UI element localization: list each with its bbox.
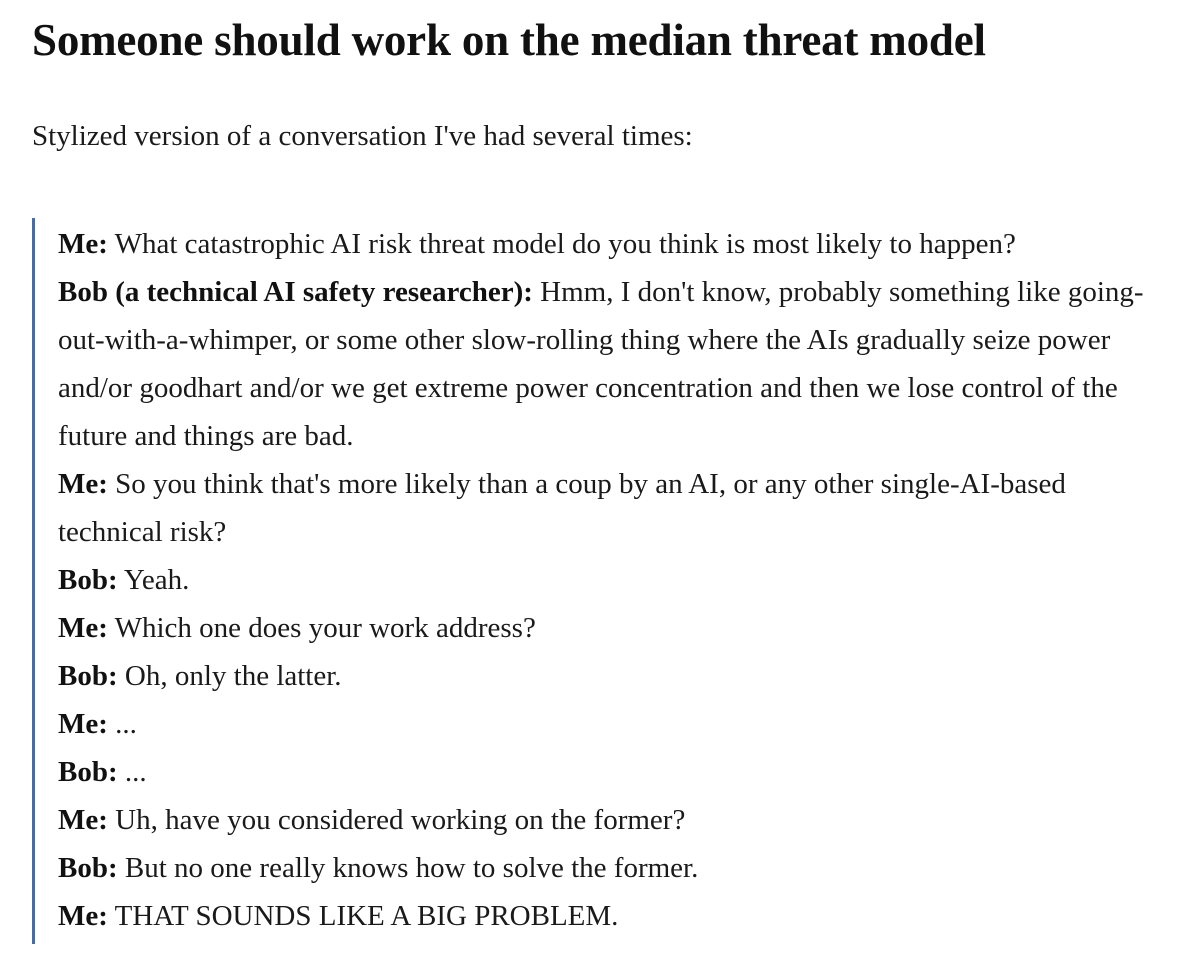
- dialogue-line: [58, 268, 1152, 460]
- speaker-label: Me:: [58, 804, 108, 836]
- speaker-label: Me:: [58, 468, 108, 500]
- dialogue-body: [58, 218, 1152, 944]
- speaker-label: Me:: [58, 612, 108, 644]
- dialogue-blockquote: [32, 218, 1152, 944]
- dialogue-line: [58, 892, 1152, 940]
- dialogue-line: [58, 748, 1152, 796]
- dialogue-text: ...: [117, 756, 147, 788]
- dialogue-text: Oh, only the latter.: [117, 660, 342, 692]
- speaker-label: Bob:: [58, 852, 118, 884]
- dialogue-line: [58, 556, 1152, 604]
- dialogue-line: [58, 604, 1152, 652]
- post-title: Someone should work on the median threat model: [32, 15, 986, 65]
- post-content: [32, 0, 1172, 932]
- dialogue-text: But no one really knows how to solve the former.: [117, 852, 699, 884]
- speaker-label: Bob:: [58, 756, 118, 788]
- dialogue-line: [58, 220, 1152, 268]
- speaker-label: Bob:: [58, 660, 118, 692]
- speaker-label: Bob:: [58, 564, 118, 596]
- speaker-label: Me:: [58, 708, 108, 740]
- dialogue-text: Uh, have you considered working on the former?: [107, 804, 686, 836]
- dialogue-text: Which one does your work address?: [107, 612, 536, 644]
- dialogue-text: Hmm, I don't know, probably something like going-out-with-a-whimper, or some other slow-rolling thing where the AIs gradually seize power and/or goodhart and/or we get extreme power concentration and then we lose control of the future and things are bad.: [58, 276, 1144, 452]
- dialogue-text: So you think that's more likely than a coup by an AI, or any other single-AI-based technical risk?: [58, 468, 1066, 548]
- speaker-label: Me:: [58, 900, 108, 932]
- dialogue-text: THAT SOUNDS LIKE A BIG PROBLEM.: [107, 900, 619, 932]
- dialogue-text: ...: [107, 708, 137, 740]
- dialogue-text: What catastrophic AI risk threat model do you think is most likely to happen?: [107, 228, 1016, 260]
- dialogue-line: [58, 460, 1152, 556]
- dialogue-line: [58, 796, 1152, 844]
- dialogue-text: Yeah.: [117, 564, 190, 596]
- dialogue-line: [58, 652, 1152, 700]
- speaker-label: Me:: [58, 228, 108, 260]
- dialogue-line: [58, 700, 1152, 748]
- dialogue-line: [58, 844, 1152, 892]
- speaker-label: Bob (a technical AI safety researcher):: [58, 276, 533, 308]
- intro-paragraph: Stylized version of a conversation I've had several times:: [32, 120, 693, 152]
